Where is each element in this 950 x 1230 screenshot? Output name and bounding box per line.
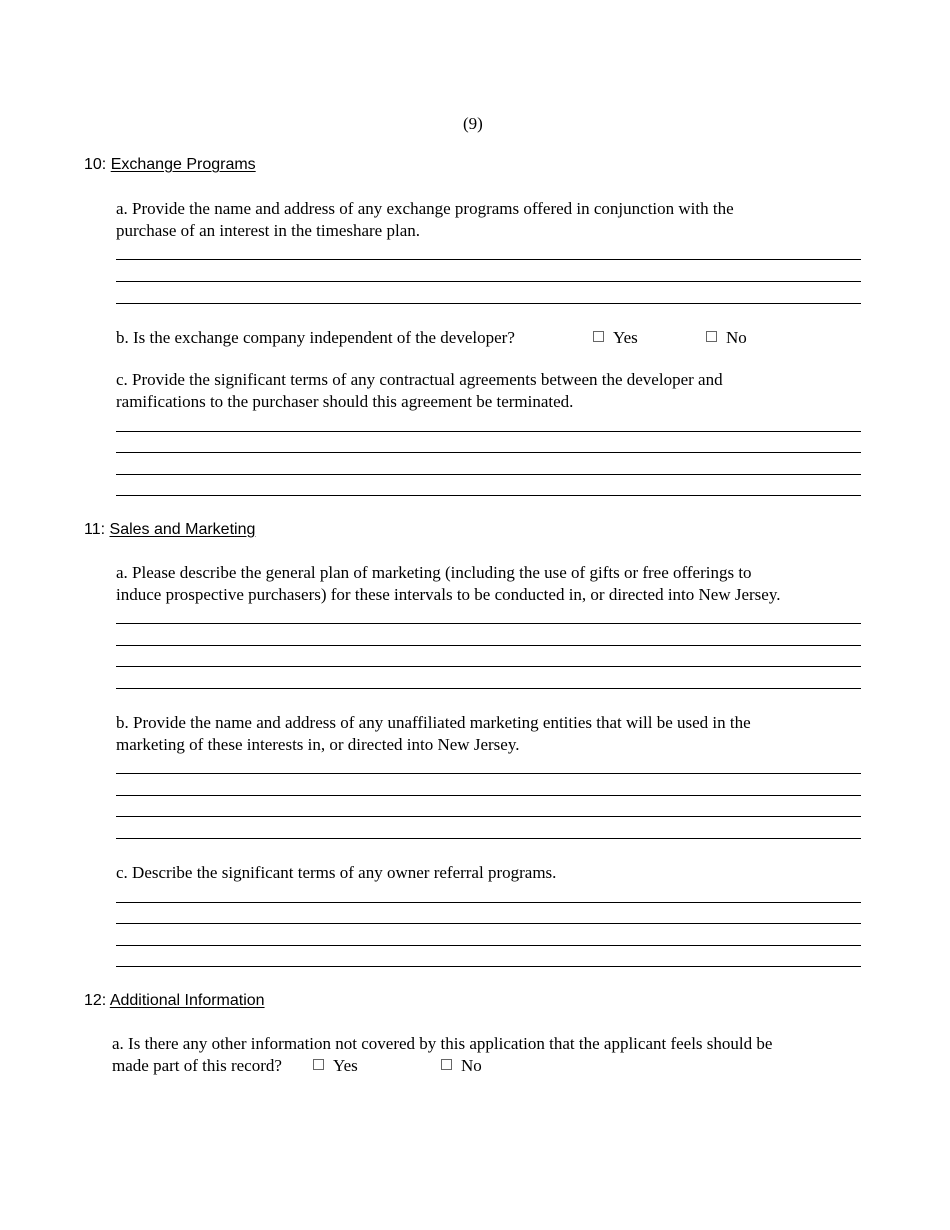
answer-line-11c-4[interactable]	[116, 966, 861, 967]
page-number: (9)	[463, 114, 483, 133]
question-12a-line1: a. Is there any other information not covered by this application that the applicant feels should be	[112, 1034, 773, 1053]
question-11a-line2: induce prospective purchasers) for these intervals to be conducted in, or directed into New Jersey.	[116, 585, 781, 604]
section-12-number: 12:	[84, 992, 107, 1009]
answer-line-11a-3[interactable]	[116, 666, 861, 667]
question-10a-line1: a. Provide the name and address of any exchange programs offered in conjunction with the	[116, 199, 734, 218]
question-11c: c. Describe the significant terms of any owner referral programs.	[116, 863, 557, 882]
answer-line-11a-4[interactable]	[116, 688, 861, 689]
section-12-title: Additional Information	[109, 992, 265, 1009]
answer-line-10c-2[interactable]	[116, 452, 861, 453]
question-10c-line1: c. Provide the significant terms of any contractual agreements between the developer and	[116, 370, 723, 389]
answer-line-10c-1[interactable]	[116, 431, 861, 432]
option-10b-yes-label: Yes	[613, 328, 638, 347]
answer-line-10c-3[interactable]	[116, 474, 861, 475]
checkbox-icon[interactable]	[441, 1059, 452, 1070]
answer-line-11c-1[interactable]	[116, 902, 861, 903]
section-11-number: 11:	[84, 521, 106, 538]
question-10b: b. Is the exchange company independent of the developer?	[116, 328, 515, 347]
answer-line-11c-2[interactable]	[116, 923, 861, 924]
section-11-heading	[84, 520, 255, 540]
section-10-number: 10:	[84, 156, 107, 173]
checkbox-icon[interactable]	[706, 331, 717, 342]
section-10-title: Exchange Programs	[110, 156, 256, 173]
question-12a-line2: made part of this record?	[112, 1056, 282, 1075]
question-11b-line1: b. Provide the name and address of any unaffiliated marketing entities that will be used in the	[116, 713, 751, 732]
answer-line-11b-4[interactable]	[116, 838, 861, 839]
option-12a-yes[interactable]	[313, 1055, 358, 1077]
answer-line-11b-3[interactable]	[116, 816, 861, 817]
answer-line-10a-1[interactable]	[116, 259, 861, 260]
option-10b-yes[interactable]	[593, 327, 638, 349]
answer-line-11c-3[interactable]	[116, 945, 861, 946]
option-12a-yes-label: Yes	[333, 1056, 358, 1075]
option-10b-no-label: No	[726, 328, 747, 347]
answer-line-11a-1[interactable]	[116, 623, 861, 624]
answer-line-10a-3[interactable]	[116, 303, 861, 304]
answer-line-10a-2[interactable]	[116, 281, 861, 282]
section-12-heading	[84, 991, 265, 1011]
question-10c-line2: ramifications to the purchaser should this agreement be terminated.	[116, 392, 574, 411]
question-11b-line2: marketing of these interests in, or directed into New Jersey.	[116, 735, 520, 754]
question-10a-line2: purchase of an interest in the timeshare plan.	[116, 221, 420, 240]
section-11-title: Sales and Marketing	[109, 521, 256, 538]
option-12a-no[interactable]	[441, 1055, 482, 1077]
answer-line-11a-2[interactable]	[116, 645, 861, 646]
option-12a-no-label: No	[461, 1056, 482, 1075]
answer-line-10c-4[interactable]	[116, 495, 861, 496]
section-10-heading	[84, 155, 256, 175]
option-10b-no[interactable]	[706, 327, 747, 349]
checkbox-icon[interactable]	[593, 331, 604, 342]
answer-line-11b-1[interactable]	[116, 773, 861, 774]
checkbox-icon[interactable]	[313, 1059, 324, 1070]
answer-line-11b-2[interactable]	[116, 795, 861, 796]
question-11a-line1: a. Please describe the general plan of marketing (including the use of gifts or free offerings to	[116, 563, 752, 582]
